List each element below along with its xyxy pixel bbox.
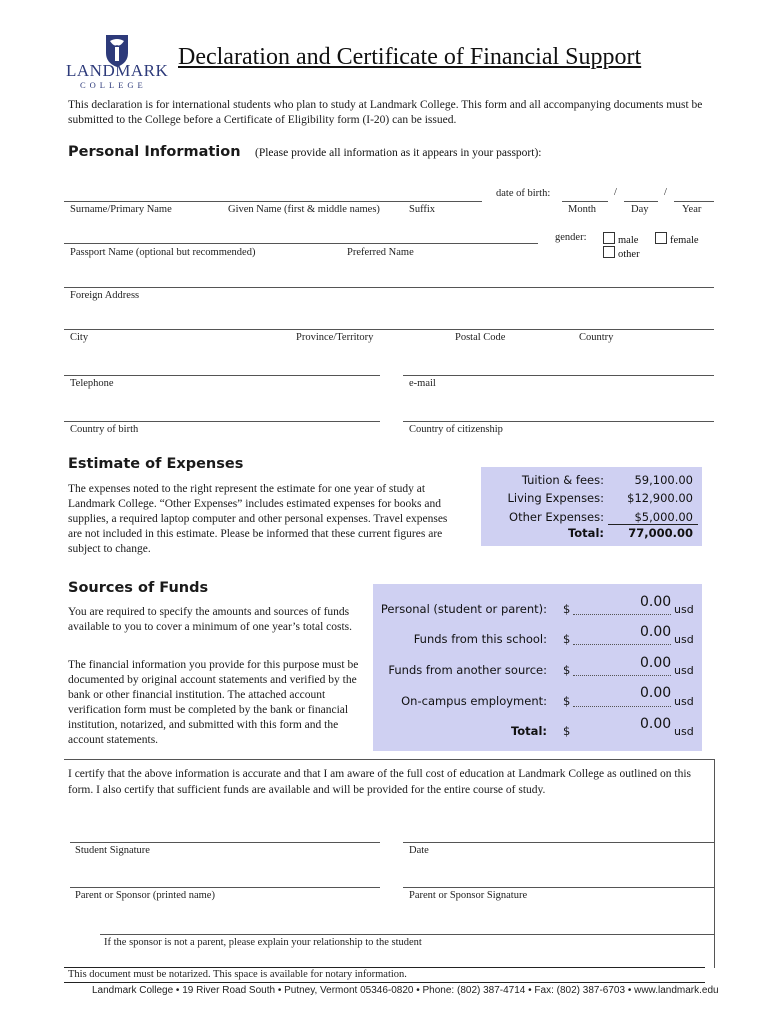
source-total-amount: 0.00	[640, 716, 672, 732]
source-personal-label: Personal (student or parent):	[380, 602, 547, 616]
source-personal-unit: usd	[674, 603, 694, 616]
city-line[interactable]	[64, 329, 714, 330]
expense-other-label: Other Expenses:	[509, 510, 604, 524]
sources-text-1: You are required to specify the amounts and sources of funds available to you to cover a minimum of one year’s total costs.	[68, 606, 353, 633]
passport-name-label: Passport Name (optional but recommended)	[70, 247, 256, 258]
year-label: Year	[682, 204, 702, 215]
certify-text: I certify that the above information is accurate and that I am aware of the full cost of education at Landmark College as outlined on this form. I also certify that sufficient funds are available and will be provided for the entire course of study.	[68, 768, 692, 796]
notary-text: This document must be notarized. This space is available for notary information.	[68, 969, 407, 980]
female-label: female	[670, 235, 699, 246]
source-school-unit: usd	[674, 633, 694, 646]
email-line[interactable]	[403, 375, 714, 376]
logo-sub: COLLEGE	[80, 80, 147, 90]
expenses-heading: Estimate of Expenses	[68, 456, 244, 472]
day-label: Day	[631, 204, 649, 215]
surname-label: Surname/Primary Name	[70, 204, 172, 215]
source-campus-dollar: $	[563, 694, 571, 708]
male-label: male	[618, 235, 639, 246]
source-total-dollar: $	[563, 724, 571, 738]
parent-name-label: Parent or Sponsor (printed name)	[75, 890, 215, 901]
expenses-text: The expenses noted to the right represent the estimate for one year of study at Landmark College. “Other Expenses” includes estimated expenses for books and supplies, a required laptop computer and other personal expenses. Travel expenses are not included in this estimate. Please be informed that these current figures are subject to change.	[68, 483, 448, 555]
gender-female-option[interactable]	[655, 232, 699, 246]
expense-total-label: Total:	[567, 526, 604, 540]
footer-address: Landmark College • 19 River Road South • Putney, Vermont 05346-0820 • Phone: (802) 387-4714 • Fax: (802) 387-6703 • www.landmark.edu	[92, 985, 719, 996]
source-other-amount[interactable]: 0.00	[640, 655, 672, 671]
dob-sep-1: /	[614, 187, 617, 198]
telephone-label: Telephone	[70, 378, 114, 389]
page-title: Declaration and Certificate of Financial Support	[178, 44, 642, 70]
date-label: Date	[409, 845, 429, 856]
expense-total-value: 77,000.00	[628, 526, 693, 540]
parent-name-line[interactable]	[70, 887, 380, 888]
date-line[interactable]	[403, 842, 714, 843]
source-total-unit: usd	[674, 725, 694, 738]
country-birth-label: Country of birth	[70, 424, 139, 435]
expense-other-value: $5,000.00	[634, 510, 693, 524]
parent-signature-line[interactable]	[403, 887, 714, 888]
province-label: Province/Territory	[296, 332, 374, 343]
student-signature-label: Student Signature	[75, 845, 150, 856]
parent-signature-label: Parent or Sponsor Signature	[409, 890, 528, 901]
country-citizenship-line[interactable]	[403, 421, 714, 422]
given-name-label: Given Name (first & middle names)	[228, 204, 380, 215]
expense-living-label: Living Expenses:	[507, 491, 604, 505]
personal-note: (Please provide all information as it appears in your passport):	[255, 147, 542, 159]
source-other-label: Funds from another source:	[388, 663, 547, 677]
foreign-address-line[interactable]	[64, 287, 714, 288]
female-checkbox[interactable]	[655, 232, 667, 244]
sources-heading: Sources of Funds	[68, 580, 209, 596]
source-school-label: Funds from this school:	[413, 632, 547, 646]
dob-month-line[interactable]	[562, 201, 608, 202]
postal-code-label: Postal Code	[455, 332, 506, 343]
suffix-label: Suffix	[409, 204, 436, 215]
source-total-label: Total:	[510, 724, 547, 738]
source-personal-dollar: $	[563, 602, 571, 616]
gender-male-option[interactable]	[603, 232, 638, 246]
gender-other-option[interactable]	[603, 246, 640, 260]
source-campus-field[interactable]	[573, 706, 671, 707]
dob-year-line[interactable]	[674, 201, 714, 202]
foreign-address-label: Foreign Address	[70, 290, 140, 301]
month-label: Month	[568, 204, 597, 215]
college-logo	[66, 33, 168, 91]
notary-bottom-line	[64, 982, 705, 983]
dob-day-line[interactable]	[624, 201, 658, 202]
source-personal-amount[interactable]: 0.00	[640, 594, 672, 610]
source-personal-field[interactable]	[573, 614, 671, 615]
sources-text-2: The financial information you provide for this purpose must be documented by original account statements and verified by the bank or other financial institution. The attached account verification form must be completed by the bank or financial institution, notarized, and submitted with this form and the account statements.	[68, 659, 359, 746]
source-campus-unit: usd	[674, 695, 694, 708]
source-other-unit: usd	[674, 664, 694, 677]
sponsor-note-label: If the sponsor is not a parent, please explain your relationship to the student	[104, 937, 422, 948]
country-citizenship-label: Country of citizenship	[409, 424, 503, 435]
country-birth-line[interactable]	[64, 421, 380, 422]
other-label: other	[618, 249, 640, 260]
expense-tuition-label: Tuition & fees:	[521, 473, 604, 487]
country-label: Country	[579, 332, 614, 343]
sponsor-relationship-line[interactable]	[100, 934, 714, 935]
expense-tuition-value: 59,100.00	[634, 473, 693, 487]
other-checkbox[interactable]	[603, 246, 615, 258]
dob-sep-2: /	[664, 187, 667, 198]
gender-label: gender:	[555, 232, 587, 243]
source-school-amount[interactable]: 0.00	[640, 624, 672, 640]
expense-living-value: $12,900.00	[627, 491, 693, 505]
source-school-field[interactable]	[573, 644, 671, 645]
dob-label: date of birth:	[496, 188, 551, 199]
expense-sum-line	[608, 524, 698, 525]
source-campus-amount[interactable]: 0.00	[640, 685, 672, 701]
source-school-dollar: $	[563, 632, 571, 646]
name-line[interactable]	[64, 201, 482, 202]
email-label: e-mail	[409, 378, 436, 389]
source-campus-label: On-campus employment:	[401, 694, 547, 708]
intro-text: This declaration is for international students who plan to study at Landmark College. This form and all accompanying documents must be submitted to the College before a Certificate of Eligibility form (I-20) can be issued.	[68, 99, 703, 126]
notary-line	[64, 967, 705, 968]
student-signature-line[interactable]	[70, 842, 380, 843]
source-other-field[interactable]	[573, 675, 671, 676]
male-checkbox[interactable]	[603, 232, 615, 244]
source-other-dollar: $	[563, 663, 571, 677]
personal-heading: Personal Information	[68, 144, 241, 160]
telephone-line[interactable]	[64, 375, 380, 376]
logo-name: LANDMARK	[66, 61, 169, 80]
passport-line[interactable]	[64, 243, 538, 244]
city-label: City	[70, 332, 89, 343]
preferred-name-label: Preferred Name	[347, 247, 414, 258]
